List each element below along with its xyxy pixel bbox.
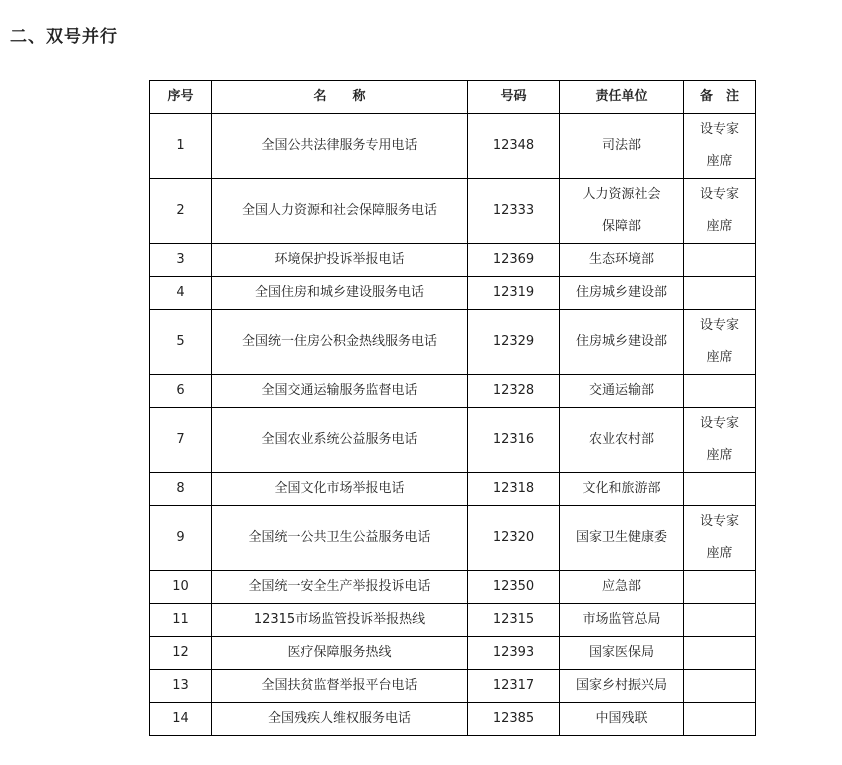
table-row xyxy=(150,114,756,179)
header-number: 序号 xyxy=(150,81,212,114)
cell-unit-line: 中国残联 xyxy=(595,711,648,726)
cell-note-line: 座席 xyxy=(706,154,733,169)
cell-number: 2 xyxy=(150,179,212,244)
table-header-row xyxy=(150,81,756,114)
cell-unit xyxy=(560,310,684,375)
header-name: 名 称 xyxy=(212,81,468,114)
cell-code: 12328 xyxy=(468,375,560,408)
cell-note xyxy=(684,244,756,277)
cell-unit-line: 国家乡村振兴局 xyxy=(575,678,667,693)
cell-unit-line: 国家卫生健康委 xyxy=(575,530,667,545)
cell-name: 全国农业系统公益服务电话 xyxy=(212,408,468,473)
cell-unit-line: 文化和旅游部 xyxy=(582,481,661,496)
cell-unit xyxy=(560,703,684,736)
cell-note xyxy=(684,277,756,310)
cell-note xyxy=(684,637,756,670)
cell-note xyxy=(684,670,756,703)
cell-note xyxy=(684,179,756,244)
cell-name: 全国统一公共卫生公益服务电话 xyxy=(212,506,468,571)
cell-note-line: 设专家 xyxy=(699,416,739,431)
table-body xyxy=(150,114,756,736)
cell-unit xyxy=(560,473,684,506)
cell-unit-line: 保障部 xyxy=(601,219,641,234)
cell-note-line: 座席 xyxy=(706,219,733,234)
cell-code: 12369 xyxy=(468,244,560,277)
cell-note-line: 设专家 xyxy=(699,318,739,333)
cell-note-line: 设专家 xyxy=(699,187,739,202)
cell-unit-line: 应急部 xyxy=(601,579,641,594)
table-row xyxy=(150,277,756,310)
cell-note xyxy=(684,571,756,604)
cell-unit xyxy=(560,506,684,571)
cell-code: 12393 xyxy=(468,637,560,670)
cell-unit-line: 交通运输部 xyxy=(588,383,654,398)
cell-code: 12348 xyxy=(468,114,560,179)
cell-unit xyxy=(560,375,684,408)
header-unit: 责任单位 xyxy=(560,81,684,114)
cell-code: 12329 xyxy=(468,310,560,375)
cell-unit xyxy=(560,277,684,310)
cell-number: 14 xyxy=(150,703,212,736)
cell-note xyxy=(684,604,756,637)
cell-number: 3 xyxy=(150,244,212,277)
cell-unit-line: 住房城乡建设部 xyxy=(575,334,667,349)
cell-note xyxy=(684,408,756,473)
cell-code: 12385 xyxy=(468,703,560,736)
cell-unit-line: 国家医保局 xyxy=(588,645,654,660)
cell-number: 8 xyxy=(150,473,212,506)
cell-note xyxy=(684,473,756,506)
cell-unit-line: 人力资源社会 xyxy=(582,187,661,202)
cell-number: 5 xyxy=(150,310,212,375)
cell-number: 6 xyxy=(150,375,212,408)
cell-note xyxy=(684,310,756,375)
table-row xyxy=(150,670,756,703)
cell-code: 12350 xyxy=(468,571,560,604)
cell-note xyxy=(684,375,756,408)
cell-unit xyxy=(560,571,684,604)
cell-note xyxy=(684,703,756,736)
cell-note xyxy=(684,114,756,179)
cell-unit-line: 市场监管总局 xyxy=(582,612,661,627)
table-row xyxy=(150,244,756,277)
table-row xyxy=(150,604,756,637)
cell-number: 12 xyxy=(150,637,212,670)
table-row xyxy=(150,637,756,670)
cell-unit-line: 住房城乡建设部 xyxy=(575,285,667,300)
cell-unit xyxy=(560,670,684,703)
cell-unit xyxy=(560,244,684,277)
cell-code: 12320 xyxy=(468,506,560,571)
table-row xyxy=(150,506,756,571)
cell-name: 全国住房和城乡建设服务电话 xyxy=(212,277,468,310)
cell-unit-line: 生态环境部 xyxy=(588,252,654,267)
cell-name: 全国公共法律服务专用电话 xyxy=(212,114,468,179)
header-note: 备 注 xyxy=(684,81,756,114)
cell-code: 12318 xyxy=(468,473,560,506)
cell-code: 12319 xyxy=(468,277,560,310)
cell-unit xyxy=(560,114,684,179)
table-row xyxy=(150,408,756,473)
hotline-table xyxy=(149,80,756,736)
cell-unit xyxy=(560,408,684,473)
cell-unit xyxy=(560,604,684,637)
cell-unit-line: 农业农村部 xyxy=(588,432,654,447)
table-row xyxy=(150,179,756,244)
table-row xyxy=(150,310,756,375)
cell-number: 9 xyxy=(150,506,212,571)
cell-code: 12317 xyxy=(468,670,560,703)
cell-unit xyxy=(560,637,684,670)
cell-note-line: 座席 xyxy=(706,448,733,463)
table-row xyxy=(150,571,756,604)
cell-code: 12316 xyxy=(468,408,560,473)
cell-name: 全国扶贫监督举报平台电话 xyxy=(212,670,468,703)
cell-note-line: 座席 xyxy=(706,350,733,365)
cell-name: 全国统一住房公积金热线服务电话 xyxy=(212,310,468,375)
cell-name: 环境保护投诉举报电话 xyxy=(212,244,468,277)
cell-name: 全国文化市场举报电话 xyxy=(212,473,468,506)
cell-number: 4 xyxy=(150,277,212,310)
cell-code: 12315 xyxy=(468,604,560,637)
cell-note-line: 座席 xyxy=(706,546,733,561)
header-code: 号码 xyxy=(468,81,560,114)
cell-name: 全国残疾人维权服务电话 xyxy=(212,703,468,736)
cell-name: 12315市场监管投诉举报热线 xyxy=(212,604,468,637)
cell-name: 全国统一安全生产举报投诉电话 xyxy=(212,571,468,604)
cell-unit-line: 司法部 xyxy=(601,138,641,153)
cell-code: 12333 xyxy=(468,179,560,244)
section-title: 二、双号并行 xyxy=(10,27,118,47)
cell-number: 7 xyxy=(150,408,212,473)
cell-number: 11 xyxy=(150,604,212,637)
cell-name: 医疗保障服务热线 xyxy=(212,637,468,670)
cell-note-line: 设专家 xyxy=(699,122,739,137)
table-row xyxy=(150,375,756,408)
table-row xyxy=(150,473,756,506)
cell-number: 1 xyxy=(150,114,212,179)
cell-unit xyxy=(560,179,684,244)
cell-name: 全国交通运输服务监督电话 xyxy=(212,375,468,408)
cell-name: 全国人力资源和社会保障服务电话 xyxy=(212,179,468,244)
cell-number: 10 xyxy=(150,571,212,604)
cell-number: 13 xyxy=(150,670,212,703)
cell-note xyxy=(684,506,756,571)
cell-note-line: 设专家 xyxy=(699,514,739,529)
table-row xyxy=(150,703,756,736)
